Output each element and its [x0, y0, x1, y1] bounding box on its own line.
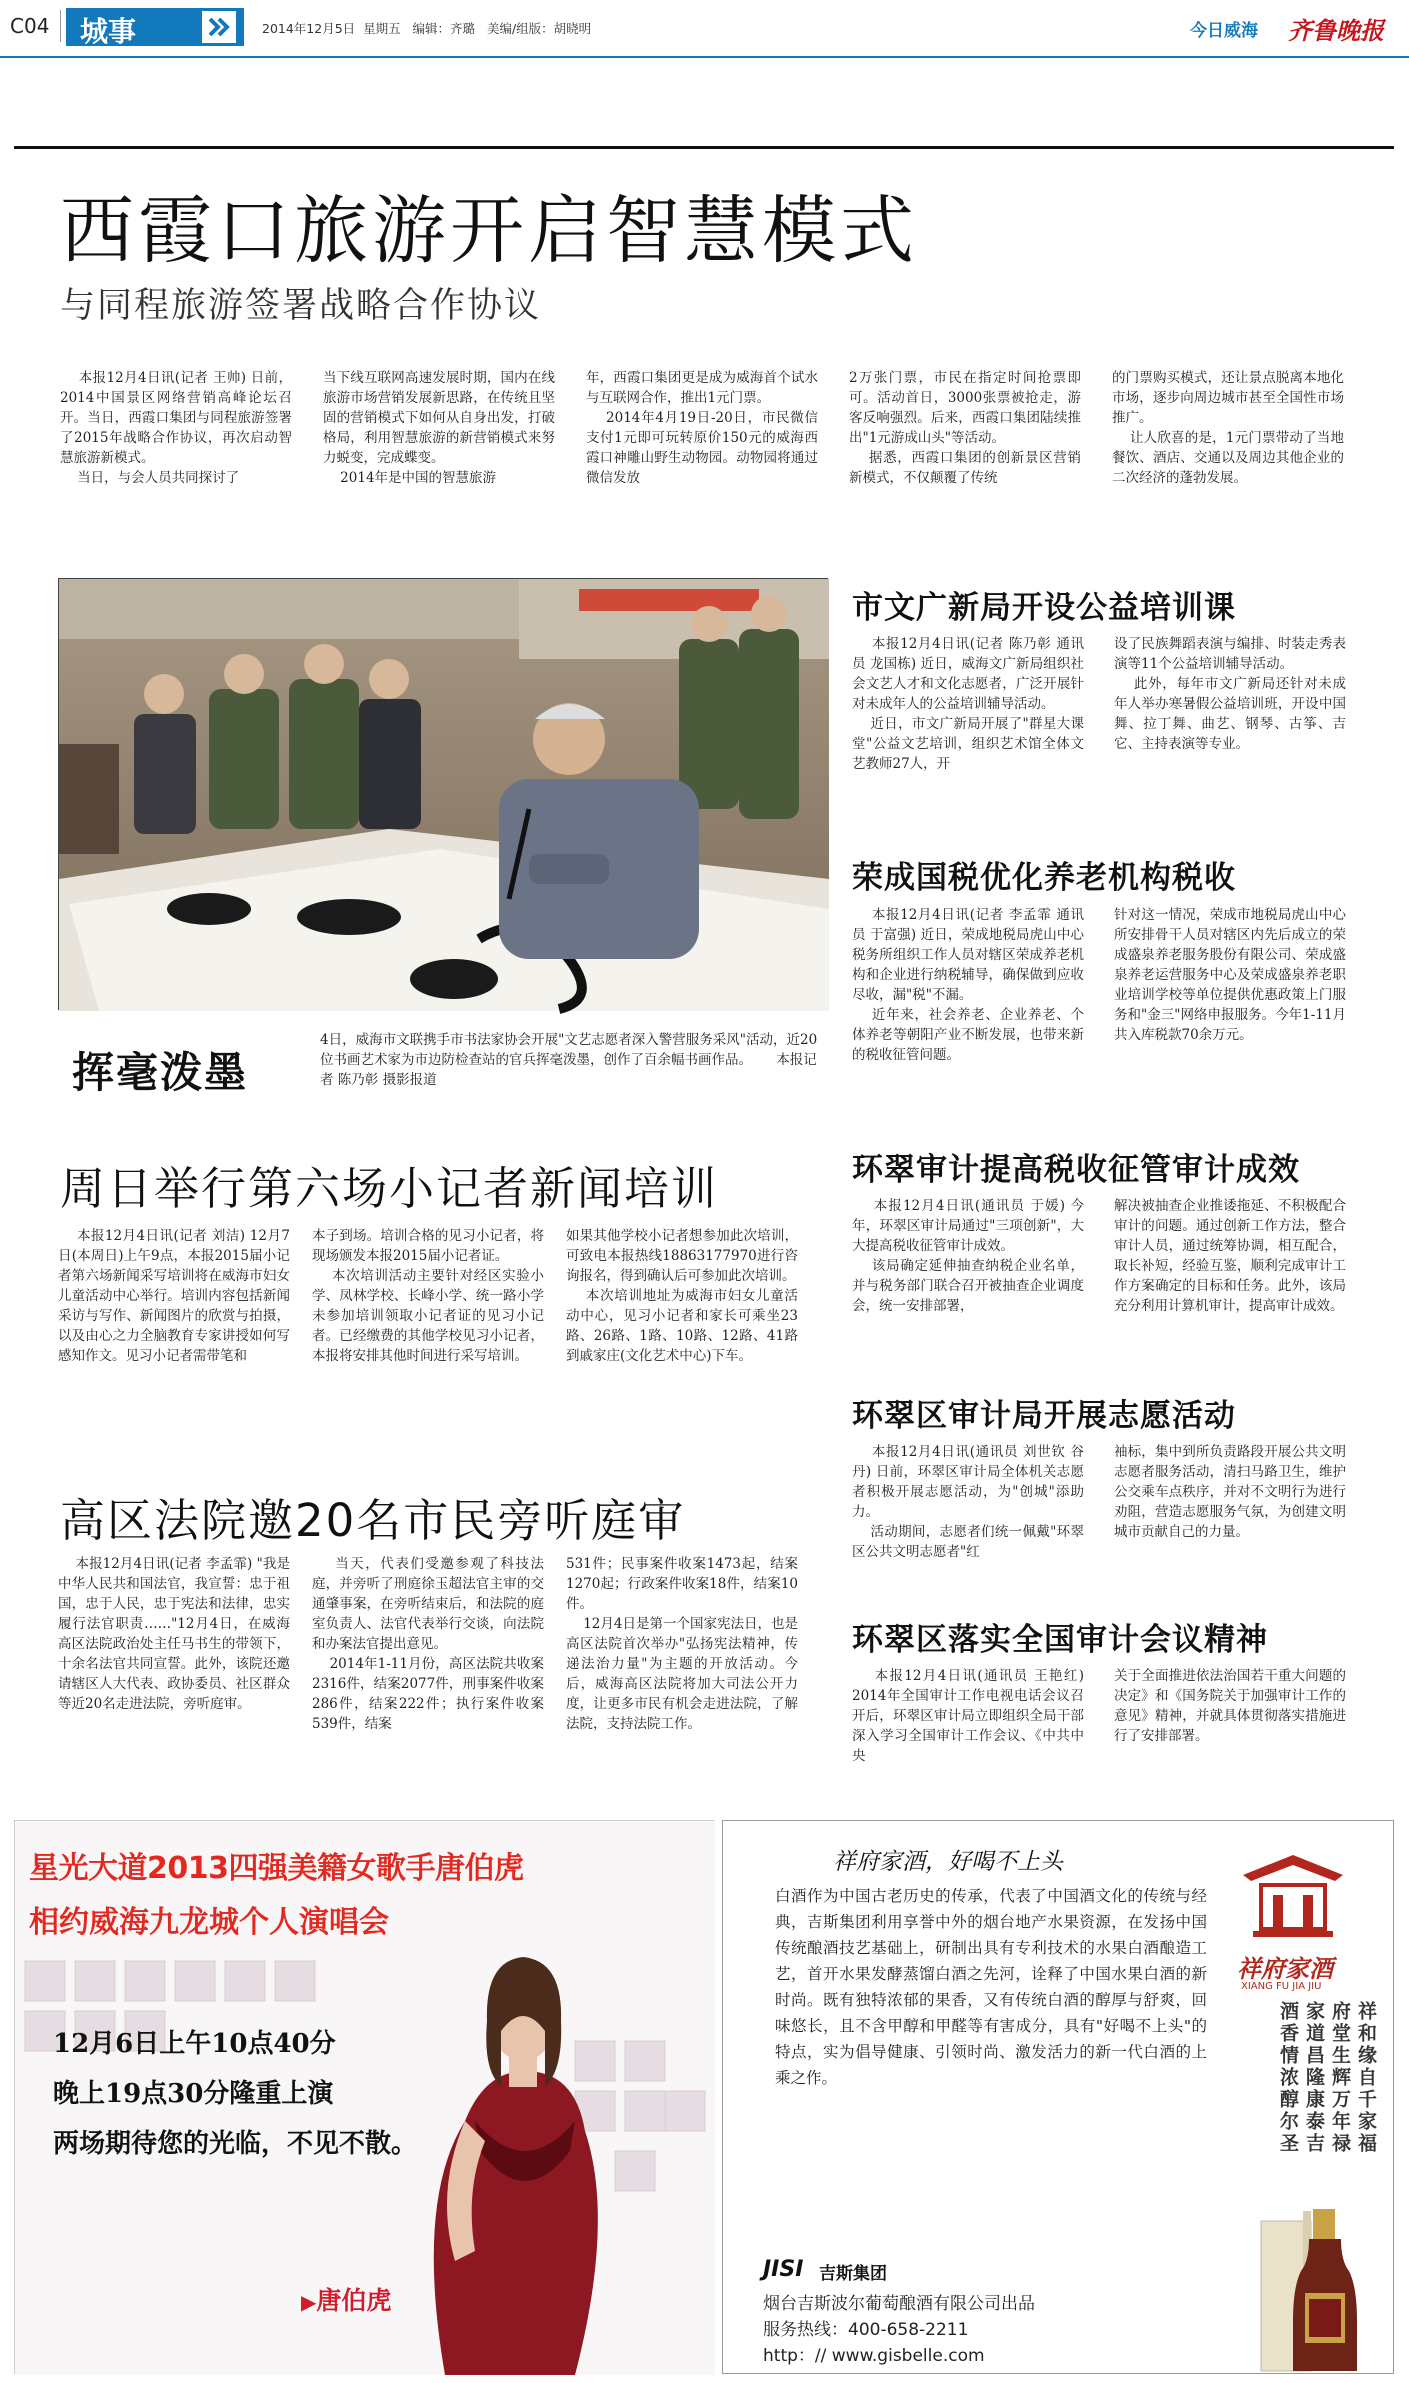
reporter-training-col-2: 本子到场。培训合格的见习小记者，将现场颁发本报2015届小记者证。 本次培训活动主要针对经区实验小学、凤林学校、长峰小学、统一路小学未参加培训领取小记者证的见习小记者。已经缴费的其他学校见习小记者，本报将安排其他时间进行采写培训。 — [312, 1228, 544, 1364]
play-arrow-icon: ▶ — [301, 2290, 317, 2314]
article-title-tax: 荣成国税优化养老机构税收 — [852, 860, 1236, 896]
product-name-cn: 祥府家酒 — [1237, 1954, 1333, 1983]
reporter-training-col-3: 如果其他学校小记者想参加此次培训，可致电本报热线18863177970进行咨询报名，得到确认后可参加此次培训。 本次培训地址为威海市妇女儿童活动中心，见习小记者和家长可乘坐23路、26路、1路、10路、12路、41路到戚家庄(文化艺术中心)下车。 — [566, 1228, 798, 1364]
article-volunteer-col-1: 本报12月4日讯(通讯员 刘世钦 谷丹) 日前，环翠区审计局全体机关志愿者积极开展志愿活动，为"创城"添助力。 活动期间，志愿者们统一佩戴"环翠区公共文明志愿者"红 — [852, 1444, 1084, 1560]
article-title-meeting: 环翠区落实全国审计会议精神 — [852, 1622, 1268, 1658]
concert-headline-2: 相约威海九龙城个人演唱会 — [29, 1905, 389, 1940]
date-line: 2014年12月5日 星期五 编辑：齐璐 美编/组版：胡晓明 — [262, 21, 592, 36]
concert-time-1: 12月6日上午10点40分 — [53, 2029, 336, 2059]
photo-caption — [320, 1030, 820, 1090]
header-rule — [0, 56, 1409, 58]
website-link[interactable]: http：// www.gisbelle.com — [763, 2346, 985, 2366]
court-col-3: 531件；民事案件收案1473起，结案1270起；行政案件收案18件，结案10件。 12月4日是第一个国家宪法日，也是高区法院首次举办"弘扬宪法精神，传递法治力量"为主题的开放活动。今后，威海高区法院将加大司法公开力度，让更多市民有机会走进法院，了解法院，支持法院工作。 — [566, 1556, 798, 1732]
court-col-2: 当天，代表们受邀参观了科技法庭，并旁听了刑庭徐玉超法官主审的交通肇事案，在旁听结束后，和法院的庭室负责人、法官代表举行交谈，向法院和办案法官提出意见。 2014年1-11月份，高区法院共收案2316件，结案2077件，刑事案件收案286件，结案222件；执行案件收案539件，结案 — [312, 1556, 545, 1732]
section-badge — [66, 8, 244, 46]
liquor-slogan: 祥府家酒，好喝不上头 — [833, 1849, 1063, 1875]
singer-name: 唐伯虎 — [316, 2286, 392, 2315]
article-volunteer-col-2: 袖标，集中到所负责路段开展公共文明志愿者服务活动，清扫马路卫生，维护公交乘车点秩序，并对不文明行为进行劝阻，营造志愿服务气氛，为创建文明城市贡献自己的力量。 — [1114, 1444, 1346, 1540]
article-title-audit: 环翠审计提高税收征管审计成效 — [852, 1152, 1300, 1188]
concert-time-2: 晚上19点30分隆重上演 — [53, 2079, 334, 2109]
page-number: C04 — [10, 14, 50, 38]
lead-subheadline: 与同程旅游签署战略合作协议 — [60, 286, 542, 326]
brand-logo: JISI — [763, 2257, 804, 2282]
paper-logo: 齐鲁晚报 — [1288, 16, 1384, 45]
article-meeting-col-2: 关于全面推进依法治国若干重大问题的决定》和《国务院关于加强审计工作的意见》精神，并就具体贯彻落实措施进行了安排部署。 — [1114, 1668, 1346, 1744]
lead-headline: 西霞口旅游开启智慧模式 — [60, 188, 918, 274]
company-name: 烟台吉斯波尔葡萄酿酒有限公司出品 — [763, 2294, 1035, 2314]
header-divider-1 — [60, 10, 61, 42]
article-meeting-col-1: 本报12月4日讯(通讯员 王艳红) 2014年全国审计工作电视电话会议召开后，环翠区审计局立即组织全局干部深入学习全国审计工作会议、《中共中央 — [852, 1668, 1089, 1764]
section-title: 城事 — [80, 15, 137, 48]
lead-col-4: 2万张门票，市民在指定时间抢票即可。活动首日，3000张票被抢走，游客反响强烈。后来，西霞口集团陆续推出"1元游成山头"等活动。 据悉，西霞口集团的创新景区营销新模式，不仅颠覆了传统 — [849, 370, 1081, 486]
lead-col-5: 的门票购买模式，还让景点脱离本地化市场，逐步向周边城市甚至全国性市场推广。 让人欣喜的是，1元门票带动了当地餐饮、酒店、交通以及周边其他企业的二次经济的蓬勃发展。 — [1112, 370, 1344, 486]
hotline: 服务热线：400-658-2211 — [763, 2320, 969, 2340]
liquor-ad — [722, 1820, 1394, 2374]
lead-col-3: 年，西霞口集团更是成为威海首个试水与互联网合作，推出1元门票。 2014年4月19日-20日，市民微信支付1元即可玩转原价150元的威海西霞口神雕山野生动物园。动物园将通过微信发放 — [586, 370, 818, 486]
product-name-pinyin: XIANG FU JIA JIU — [1241, 1981, 1322, 1992]
chevron-right-icon — [202, 11, 236, 43]
article-culture-col-2: 设了民族舞蹈表演与编排、时装走秀表演等11个公益培训辅导活动。 此外，每年市文广新局还针对未成年人举办寒暑假公益培训班，开设中国舞、拉丁舞、曲艺、钢琴、古筝、吉它、主持表演等专业。 — [1114, 636, 1346, 752]
article-title-culture: 市文广新局开设公益培训课 — [852, 590, 1236, 626]
product-poem: 祥和缘自千家福 府堂生辉万年禄 家道昌隆康泰吉 酒香情浓醇尔圣 — [1277, 2001, 1377, 2155]
photo-title: 挥毫泼墨 — [72, 1048, 249, 1097]
concert-ad — [14, 1820, 714, 2374]
article-audit-col-2: 解决被抽查企业推诿拖延、不积极配合审计的问题。通过创新工作方法，整合审计人员，通过统筹协调，相互配合，取长补短，经验互鉴，顺利完成审计工作方案确定的目标和任务。此外，该局充分利用计算机审计，提高审计成效。 — [1114, 1198, 1346, 1314]
article-culture-col-1: 本报12月4日讯(记者 陈乃彰 通讯员 龙国栋) 近日，威海文广新局组织社会文艺人才和文化志愿者，广泛开展针对未成年人的公益培训辅导活动。 近日，市文广新局开展了"群星大课堂"公益文艺培训，组织艺术馆全体文艺教师27人，开 — [852, 636, 1084, 772]
court-col-1: 本报12月4日讯(记者 李孟霏) "我是中华人民共和国法官，我宣誓：忠于祖国，忠于人民，忠于宪法和法律，忠实履行法官职责……"12月4日，在威海高区法院政治处主任马书生的带领下，十余名法官共同宣誓。此外，该院还邀请辖区人大代表、政协委员、社区群众等近20名走进法院，旁听庭审。 — [58, 1556, 290, 1712]
photo-caption-text: 4日，威海市文联携手市书法家协会开展"文艺志愿者深入警营服务采风"活动，近20位书画艺术家为市边防检查站的官兵挥毫泼墨，创作了百余幅书画作品。 — [320, 1032, 818, 1068]
article-tax-col-1: 本报12月4日讯(记者 李孟霏 通讯员 于富强) 近日，荣成地税局虎山中心税务所组织工作人员对辖区荣成养老机构和企业进行纳税辅导，确保做到应收尽收，漏"税"不漏。 近年来，社会养老、企业养老、个体养老等朝阳产业不断发展，也带来新的税收征管问题。 — [852, 907, 1084, 1063]
concert-headline-1: 星光大道2013四强美籍女歌手唐伯虎 — [29, 1851, 524, 1886]
product-emblem — [1213, 1851, 1373, 1947]
singer-label — [301, 2281, 391, 2317]
article-title-volunteer: 环翠区审计局开展志愿活动 — [852, 1398, 1236, 1434]
reporter-training-col-1: 本报12月4日讯(记者 刘洁) 12月7日(本周日)上午9点，本报2015届小记者第六场新闻采写培训将在威海市妇女儿童活动中心举行。培训内容包括新闻采访与写作、新闻图片的欣赏与拍摄，以及由心之力全脑教育专家讲授如何写感知作文。见习小记者需带笔和 — [58, 1228, 290, 1364]
lead-col-2: 当下线互联网高速发展时期，国内在线旅游市场营销发展新思路，在传统且坚固的营销模式下如何从自身出发，打破格局，利用智慧旅游的新营销模式来努力蜕变，完成蝶变。 2014年是中国的智慧旅游 — [323, 370, 555, 486]
article-title-reporter-training: 周日举行第六场小记者新闻培训 — [60, 1162, 719, 1215]
liquor-body: 白酒作为中国古老历史的传承，代表了中国酒文化的传统与经典，吉斯集团利用享誉中外的烟台地产水果资源，在发扬中国传统酿酒技艺基础上，研制出具有专利技术的水果白酒酿造工艺，首开水果发酵蒸馏白酒之先河，诠释了中国水果白酒的新时尚。既有独特浓郁的果香，又有传统白酒的醇厚与舒爽，回味悠长，且不含甲醇和甲醛等有害成分，具有"好喝不上头"的特点，实为倡导健康、引领时尚、激发活力的新一代白酒的上乘之作。 — [775, 1887, 1207, 2087]
top-rule — [14, 146, 1394, 149]
calligraphy-photo — [58, 578, 828, 1010]
photo-credit: 本报记者 陈乃彰 摄影报道 — [320, 1052, 817, 1088]
brand-name: 吉斯集团 — [819, 2264, 887, 2284]
article-audit-col-1: 本报12月4日讯(通讯员 于媛) 今年，环翠区审计局通过"三项创新"，大大提高税收征管审计成效。 该局确定延伸抽查纳税企业名单，并与税务部门联合召开被抽查企业调度会，统一安排部署， — [852, 1198, 1084, 1314]
lead-col-1: 本报12月4日讯(记者 王帅) 日前，2014中国景区网络营销高峰论坛召开。当日，西霞口集团与同程旅游签署了2015年战略合作协议，再次启动智慧旅游新模式。 当日，与会人员共同探讨了 — [60, 370, 292, 486]
liquor-bottle — [1253, 2201, 1373, 2375]
concert-tagline: 两场期待您的光临，不见不散。 — [53, 2129, 418, 2159]
article-title-court: 高区法院邀20名市民旁听庭审 — [60, 1494, 686, 1547]
edition-name: 今日威海 — [1190, 21, 1258, 41]
article-tax-col-2: 针对这一情况，荣成市地税局虎山中心所安排骨干人员对辖区内先后成立的荣成盛泉养老服务股份有限公司、荣成盛泉养老运营服务中心及荣成盛泉养老职业培训学校等单位提供优惠政策上门服务和"金三"网络申报服务。今年1-11月共入库税款70余万元。 — [1114, 907, 1346, 1043]
